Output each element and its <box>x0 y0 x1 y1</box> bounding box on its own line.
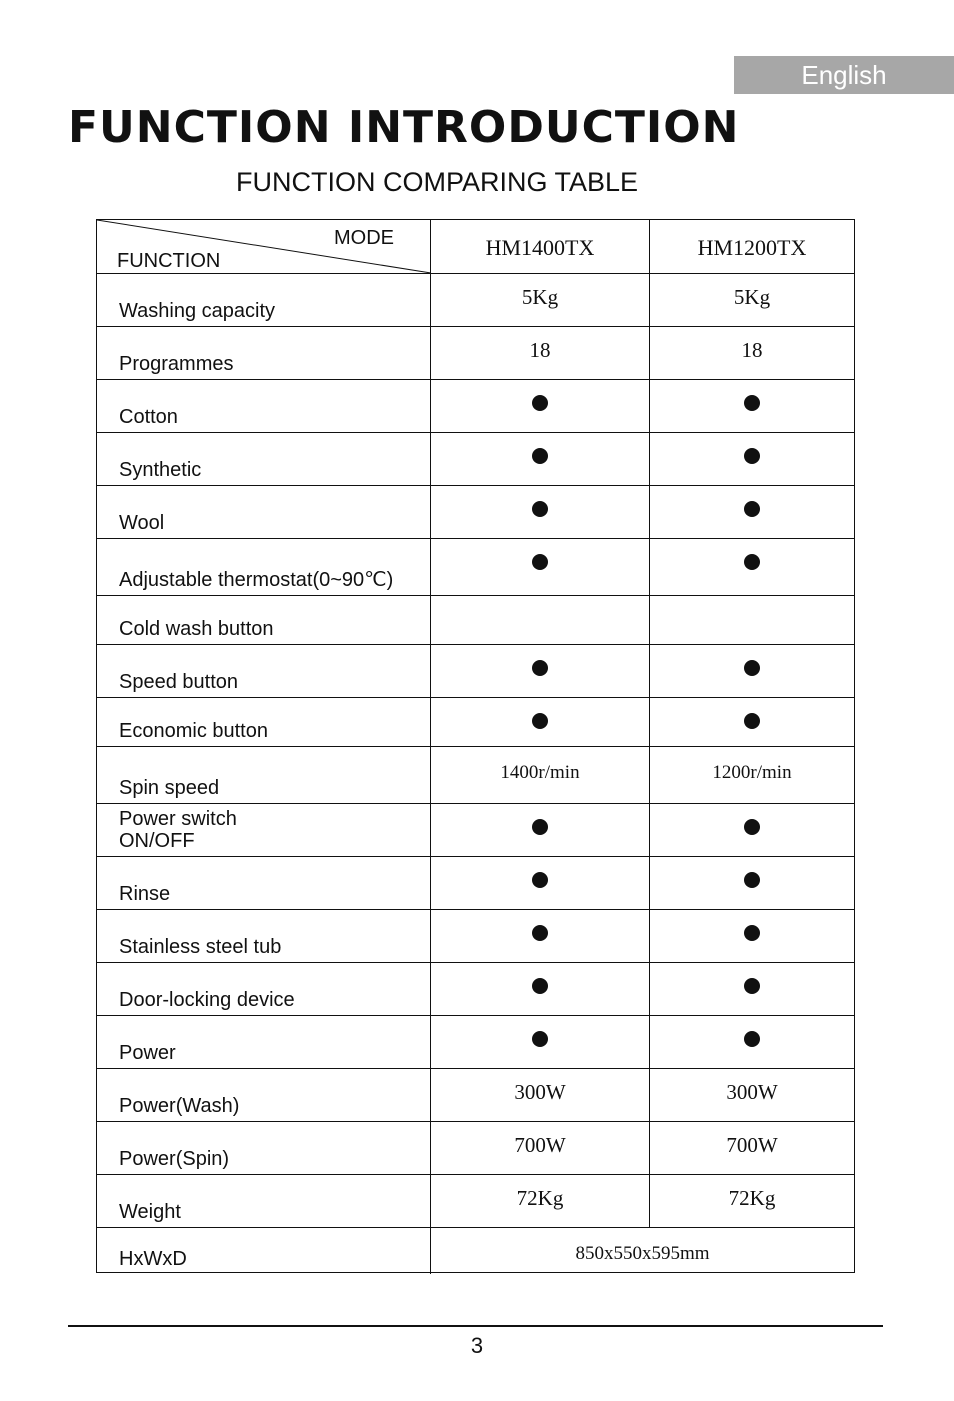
value-cell <box>650 538 854 595</box>
function-comparing-table <box>96 219 855 1273</box>
page-title: FUNCTION INTRODUCTION <box>68 102 740 153</box>
table-row <box>97 856 854 910</box>
feature-dot <box>532 395 548 411</box>
value-cell <box>431 1121 650 1174</box>
feature-dot <box>532 713 548 729</box>
value-cell <box>650 1174 854 1227</box>
table-row <box>97 1227 854 1274</box>
feature-dot <box>744 660 760 676</box>
table-row <box>97 697 854 747</box>
function-cell <box>97 538 431 595</box>
feature-dot <box>744 395 760 411</box>
table-row <box>97 644 854 698</box>
value-cell <box>431 1015 650 1068</box>
function-label: Spin speed <box>119 777 220 799</box>
table-row <box>97 595 854 645</box>
feature-dot <box>532 660 548 676</box>
value-cell <box>650 803 854 856</box>
value-text: 5Kg <box>521 285 559 309</box>
value-cell <box>431 379 650 432</box>
footer-rule <box>68 1325 883 1327</box>
value-cell <box>431 1068 650 1121</box>
function-label: Stainless steel tub <box>119 936 282 958</box>
table-row <box>97 746 854 804</box>
value-cell <box>431 595 650 644</box>
header-corner-cell <box>97 220 431 273</box>
value-cell <box>650 1121 854 1174</box>
feature-dot <box>744 1031 760 1047</box>
function-cell <box>97 1174 431 1227</box>
table-row <box>97 432 854 486</box>
value-cell <box>431 326 650 379</box>
value-cell <box>431 485 650 538</box>
function-label: Cold wash button <box>119 618 274 640</box>
function-label: Wool <box>119 512 165 534</box>
value-cell <box>650 909 854 962</box>
function-cell <box>97 856 431 909</box>
value-cell <box>431 962 650 1015</box>
table-row <box>97 1174 854 1228</box>
function-label: Cotton <box>119 406 178 428</box>
value-cell <box>431 909 650 962</box>
function-label: Washing capacity <box>119 300 275 322</box>
feature-dot <box>532 925 548 941</box>
header-mode-label: MODE <box>334 227 394 249</box>
model-header-cell <box>650 220 854 273</box>
value-text: 1400r/min <box>500 762 580 783</box>
value-cell <box>431 432 650 485</box>
function-label: Power <box>119 1042 176 1064</box>
value-cell <box>650 644 854 697</box>
page-number: 3 <box>470 1333 484 1358</box>
feature-dot <box>744 448 760 464</box>
value-cell <box>431 644 650 697</box>
function-cell <box>97 644 431 697</box>
feature-dot <box>744 978 760 994</box>
value-cell <box>650 1015 854 1068</box>
feature-dot <box>532 554 548 570</box>
value-cell <box>431 1227 854 1274</box>
value-cell <box>431 1174 650 1227</box>
function-cell <box>97 273 431 326</box>
function-cell <box>97 485 431 538</box>
feature-dot <box>744 925 760 941</box>
feature-dot <box>744 819 760 835</box>
value-text: 700W <box>726 1133 778 1157</box>
value-text: 300W <box>726 1080 778 1104</box>
function-label: Adjustable thermostat(0~90℃) <box>119 569 394 591</box>
feature-dot <box>532 501 548 517</box>
function-cell <box>97 326 431 379</box>
value-cell <box>431 273 650 326</box>
value-text: 700W <box>514 1133 566 1157</box>
table-row <box>97 1015 854 1069</box>
function-cell <box>97 803 431 856</box>
function-label: Power(Spin) <box>119 1148 230 1170</box>
table-row <box>97 1068 854 1122</box>
function-cell <box>97 379 431 432</box>
value-cell <box>650 379 854 432</box>
value-cell <box>650 595 854 644</box>
value-cell <box>650 273 854 326</box>
language-tab: English <box>734 56 954 94</box>
value-cell <box>431 697 650 746</box>
feature-dot <box>744 501 760 517</box>
table-row <box>97 909 854 963</box>
value-cell <box>650 485 854 538</box>
value-cell <box>650 1068 854 1121</box>
value-cell <box>650 432 854 485</box>
value-text: 18 <box>741 338 763 362</box>
feature-dot <box>744 713 760 729</box>
feature-dot <box>532 1031 548 1047</box>
table-title: FUNCTION COMPARING TABLE <box>236 167 639 197</box>
table-row <box>97 803 854 857</box>
value-cell <box>650 962 854 1015</box>
value-text: 5Kg <box>733 285 771 309</box>
value-text: 18 <box>529 338 551 362</box>
table-row <box>97 538 854 596</box>
function-label: Speed button <box>119 671 238 693</box>
header-function-label: FUNCTION <box>117 250 221 272</box>
value-cell <box>431 746 650 803</box>
value-cell <box>650 856 854 909</box>
value-cell <box>650 746 854 803</box>
function-cell <box>97 697 431 746</box>
value-text: 72Kg <box>516 1186 564 1210</box>
feature-dot <box>532 978 548 994</box>
function-cell <box>97 746 431 803</box>
table-row <box>97 962 854 1016</box>
function-label: Rinse <box>119 883 171 905</box>
function-cell <box>97 962 431 1015</box>
function-cell <box>97 432 431 485</box>
table-header-row <box>97 220 854 274</box>
value-cell <box>431 803 650 856</box>
value-text: 300W <box>514 1080 566 1104</box>
function-cell <box>97 1015 431 1068</box>
value-cell <box>431 856 650 909</box>
function-label: Power switch ON/OFF <box>119 808 237 852</box>
value-cell <box>650 326 854 379</box>
feature-dot <box>744 872 760 888</box>
function-label: Power(Wash) <box>119 1095 240 1117</box>
feature-dot <box>532 872 548 888</box>
function-cell <box>97 1227 431 1274</box>
table-row <box>97 326 854 380</box>
value-text: 850x550x595mm <box>575 1243 710 1264</box>
table-row <box>97 1121 854 1175</box>
function-label: HxWxD <box>119 1248 187 1270</box>
model-name: HM1200TX <box>697 235 807 260</box>
function-label: Weight <box>119 1201 181 1223</box>
model-header-cell <box>431 220 650 273</box>
value-cell <box>650 697 854 746</box>
function-cell <box>97 909 431 962</box>
table-row <box>97 273 854 327</box>
model-name: HM1400TX <box>485 235 595 260</box>
value-cell <box>431 538 650 595</box>
value-text: 1200r/min <box>712 762 792 783</box>
feature-dot <box>744 554 760 570</box>
function-label: Door-locking device <box>119 989 295 1011</box>
table-row <box>97 485 854 539</box>
function-cell <box>97 595 431 644</box>
function-label: Programmes <box>119 353 234 375</box>
value-text: 72Kg <box>728 1186 776 1210</box>
function-cell <box>97 1121 431 1174</box>
function-cell <box>97 1068 431 1121</box>
function-label: Synthetic <box>119 459 202 481</box>
feature-dot <box>532 819 548 835</box>
function-label: Economic button <box>119 720 268 742</box>
feature-dot <box>532 448 548 464</box>
table-row <box>97 379 854 433</box>
